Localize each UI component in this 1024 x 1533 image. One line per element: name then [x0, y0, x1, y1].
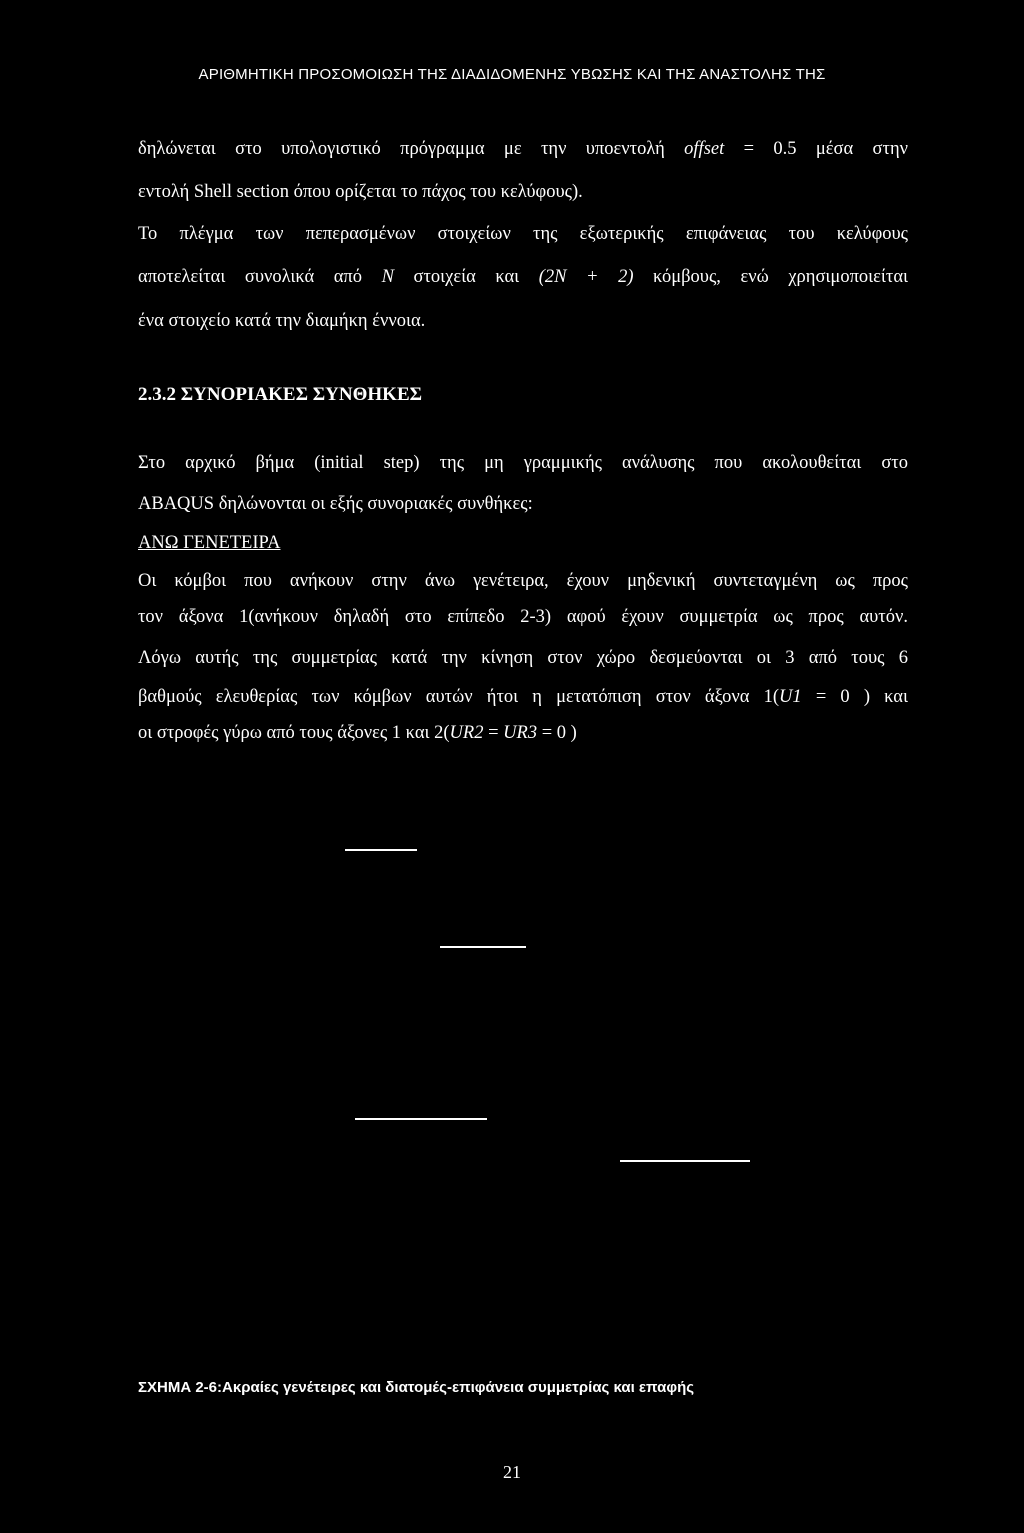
text-span: οι στροφές γύρω από τους άξονες 1 και 2( — [138, 723, 450, 743]
figure-line-2 — [440, 946, 526, 948]
figure-caption: ΣΧΗΜΑ 2-6:Ακραίες γενέτειρες και διατομές-επιφάνεια συμμετρίας και επαφής — [138, 1379, 695, 1396]
figure-line-4 — [620, 1160, 750, 1162]
para2-line-3: Οι κόμβοι που ανήκουν στην άνω γενέτειρα, έχουν μηδενική συντεταγμένη ως προς — [138, 571, 908, 591]
text-span: στοιχεία και — [393, 267, 539, 287]
para2-line-7 — [138, 722, 908, 744]
math-offset: offset — [684, 139, 725, 159]
para1-line-2: εντολή Shell section όπου ορίζεται το πάχος του κελύφους). — [138, 182, 583, 202]
running-header: ΑΡΙΘΜΗΤΙΚΗ ΠΡΟΣΟΜΟΙΩΣΗ ΤΗΣ ΔΙΑΔΙΔΟΜΕΝΗΣ ΥΒΩΣΗΣ ΚΑΙ ΤΗΣ ΑΝΑΣΤΟΛΗΣ ΤΗΣ — [198, 66, 826, 83]
text-span: βαθμούς ελευθερίας των κόμβων αυτών ήτοι η μετατόπιση στον άξονα 1( — [138, 687, 780, 707]
para1-line-5: ένα στοιχείο κατά την διαμήκη έννοια. — [138, 311, 426, 331]
math-UR3: UR3 — [503, 723, 538, 743]
para1-line-1 — [138, 138, 908, 160]
text-span: = 0 ) — [537, 723, 577, 743]
para1-line-3: Το πλέγμα των πεπερασμένων στοιχείων της εξωτερικής επιφάνειας του κελύφους — [138, 224, 908, 244]
text-span: = 0.5 μέσα στην — [724, 139, 908, 159]
section-heading: 2.3.2 ΣΥΝΟΡΙΑΚΕΣ ΣΥΝΘΗΚΕΣ — [138, 384, 423, 405]
figure-line-3 — [355, 1118, 487, 1120]
para2-line-6 — [138, 686, 908, 708]
subheading-upper-generatrix: ΑΝΩ ΓΕΝΕΤΕΙΡΑ — [138, 533, 281, 553]
para2-line-4: τον άξονα 1(ανήκουν δηλαδή στο επίπεδο 2-3) αφού έχουν συμμετρία ως προς αυτόν. — [138, 607, 908, 627]
text-span: = — [483, 723, 504, 743]
math-UR2: UR2 — [449, 723, 484, 743]
para2-line-5: Λόγω αυτής της συμμετρίας κατά την κίνηση στον χώρο δεσμεύονται οι 3 από τους 6 — [138, 648, 908, 668]
math-N: N — [381, 267, 394, 287]
figure-line-1 — [345, 849, 417, 851]
math-2N-plus-2: (2N + 2) — [538, 267, 634, 287]
para2-line-2: ABAQUS δηλώνονται οι εξής συνοριακές συνθήκες: — [138, 494, 533, 514]
text-span: = 0 ) και — [801, 687, 908, 707]
page-number: 21 — [503, 1462, 521, 1482]
text-span: δηλώνεται στο υπολογιστικό πρόγραμμα με την υποεντολή — [138, 139, 685, 159]
text-span: αποτελείται συνολικά από — [138, 267, 382, 287]
text-span: κόμβους, ενώ χρησιμοποιείται — [633, 267, 908, 287]
para1-line-4 — [138, 266, 908, 288]
para2-line-1: Στο αρχικό βήμα (initial step) της μη γραμμικής ανάλυσης που ακολουθείται στο — [138, 453, 908, 473]
math-U1: U1 — [779, 687, 802, 707]
